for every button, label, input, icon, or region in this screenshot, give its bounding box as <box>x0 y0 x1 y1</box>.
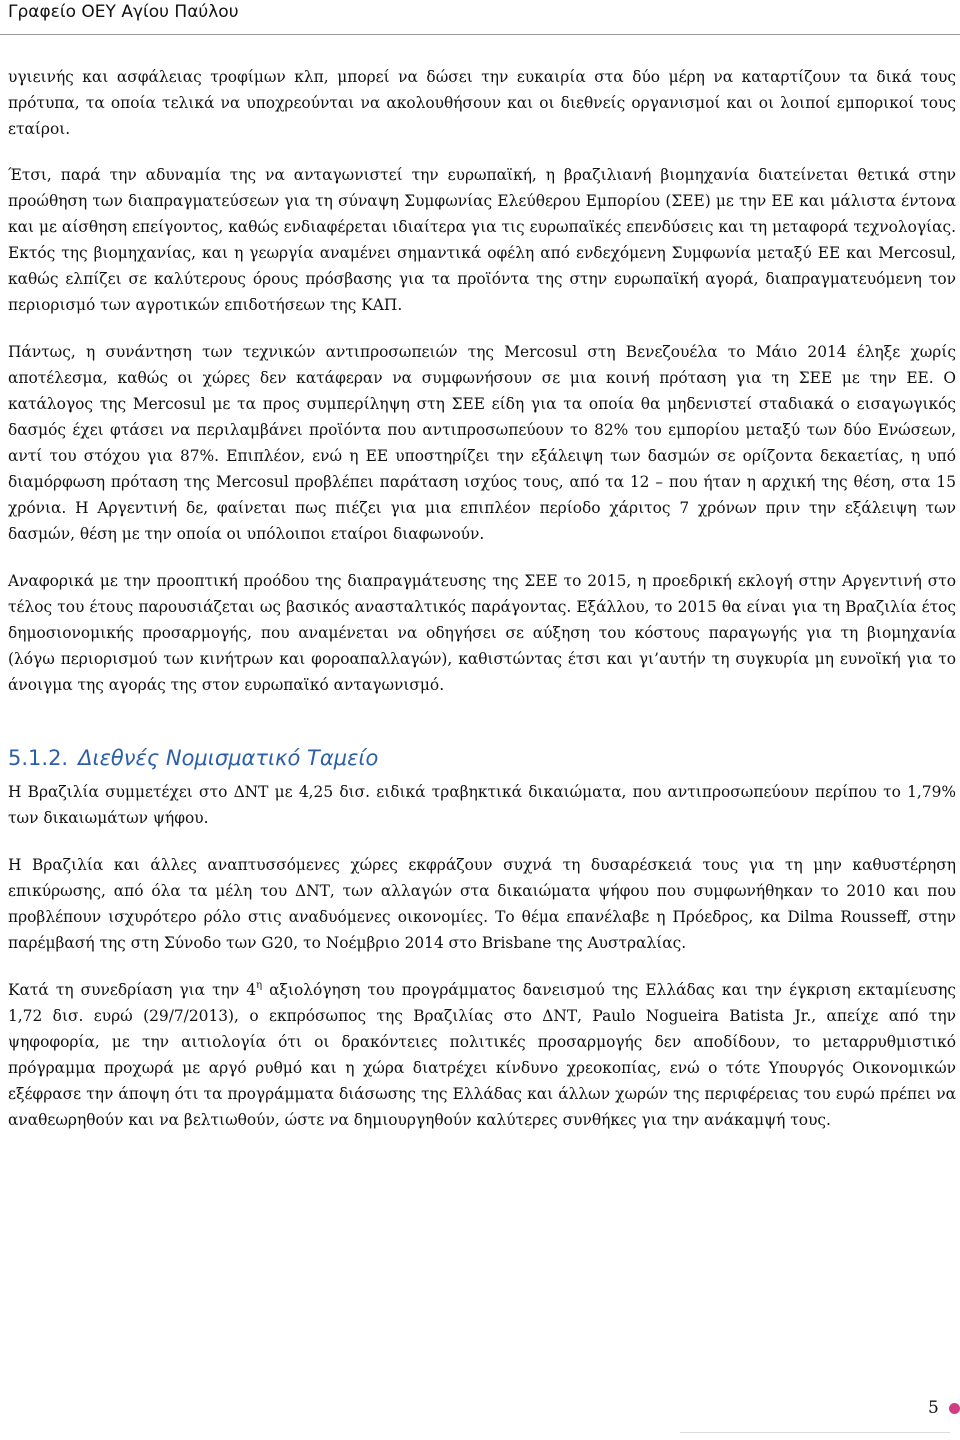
footer-rule <box>680 1432 950 1433</box>
paragraph: Αναφορικά με την προοπτική προόδου της διαπραγμάτευσης της ΣΕΕ το 2015, η προεδρική εκλογή στην Αργεντινή στο τέλος του έτους παρουσιάζεται ως βασικός ανασταλτικός παράγοντας. Εξάλλου, το 2015 θα είναι για τη Βραζιλία έτος δημοσιονομικής προσαρμογής, που αναμένεται να οδηγήσει σε αύξηση του κόστους παραγωγής για τη βιομηχανία (λόγω περιορισμού των κινήτρων και φοροαπαλλαγών), καθιστώντας έτσι και γι’αυτήν τη συγκυρία μη ευνοϊκή για το άνοιγμα της αγοράς της στον ευρωπαϊκό ανταγωνισμό. <box>8 572 956 694</box>
page-dot-icon <box>949 1403 960 1414</box>
header-rule <box>0 34 960 35</box>
section-number: 5.1.2. <box>8 746 69 770</box>
paragraph: Η Βραζιλία και άλλες αναπτυσσόμενες χώρες εκφράζουν συχνά τη δυσαρέσκειά τους για τη μην καθυστέρηση επικύρωσης, από όλα τα μέλη του ΔΝΤ, των αλλαγών στα δικαιώματα ψήφου που συμφωνήθηκαν το 2010 και που προβλέπουν ισχυρότερο ρόλο στις αναδυόμενες οικονομίες. Το θέμα επανέλαβε η Πρόεδρος, κα Dilma Rousseff, στην παρέμβασή της στη Σύνοδο των G20, το Νοέμβριο 2014 στο Brisbane της Αυστραλίας. <box>8 856 956 952</box>
ordinal-superscript: η <box>256 979 263 991</box>
paragraph: Η Βραζιλία συμμετέχει στο ΔΝΤ με 4,25 δισ. ειδικά τραβηκτικά δικαιώματα, που αντιπροσωπεύουν περίπου το 1,79% των δικαιωμάτων ψήφου. <box>8 783 956 827</box>
section-heading <box>8 742 956 774</box>
text-run: αξιολόγηση του προγράμματος δανεισμού της Ελλάδας και την έγκριση εκταμίευσης 1,72 δισ. ευρώ (29/7/2013), ο εκπρόσωπος της Βραζιλίας στο ΔΝΤ, Paulo Nogueira Batista Jr., απείχε από την ψηφοφορία, με την αιτιολογία ότι οι δρακόντειες πολιτικές προσαρμογής δεν αποδίδουν, το μεταρρυθμιστικό πρόγραμμα προχωρά με αργό ρυθμό και η χώρα διατρέχει κίνδυνο χρεοκοπίας, ενώ ο τότε Υπουργός Οικονομικών εξέφρασε την άποψη ότι τα προγράμματα διάσωσης της Ελλάδας και άλλων χωρών της περιφέρειας του ευρώ πρέπει να αναθεωρηθούν και να βελτιωθούν, ώστε να δημιουργηθούν καλύτερες συνθήκες για την ανάκαμψή τους. <box>8 981 956 1129</box>
page-number: 5 <box>928 1398 939 1418</box>
paragraph-continued: υγιεινής και ασφάλειας τροφίμων κλπ, μπορεί να δώσει την ευκαιρία στα δύο μέρη να καταρτίζουν τα δικά τους πρότυπα, τα οποία τελικά να υποχρεούνται να ακολουθήσουν και οι διεθνείς οργανισμοί και οι λοιποί εμπορικοί τους εταίροι. <box>8 68 956 138</box>
section-title: Διεθνές Νομισματικό Ταμείο <box>78 746 379 770</box>
text-run: Κατά τη συνεδρίαση για την 4 <box>8 981 257 999</box>
header-title: Γραφείο ΟΕΥ Αγίου Παύλου <box>8 2 239 22</box>
paragraph-with-superscript <box>8 977 956 1133</box>
paragraph: Έτσι, παρά την αδυναμία της να ανταγωνιστεί την ευρωπαϊκή, η βραζιλιανή βιομηχανία διατείνεται θετικά στην προώθηση των διαπραγματεύσεων για τη σύναψη Συμφωνίας Ελεύθερου Εμπορίου (ΣΕΕ) με την ΕΕ και μάλιστα έντονα και με αίσθηση επείγοντος, καθώς ενδιαφέρεται ιδιαίτερα για τις ευρωπαϊκές επενδύσεις και τη μεταφορά τεχνολογίας. Εκτός της βιομηχανίας, και η γεωργία αναμένει σημαντικά οφέλη από ενδεχόμενη Συμφωνία μεταξύ ΕΕ και Mercosul, καθώς ελπίζει σε καλύτερους όρους πρόσβασης για τα προϊόντα της στην ευρωπαϊκή αγορά, διαπραγματευόμενη τον περιορισμό των αγροτικών επιδοτήσεων της ΚΑΠ. <box>8 166 956 314</box>
document-body <box>8 64 956 1154</box>
page-header <box>0 0 960 36</box>
paragraph: Πάντως, η συνάντηση των τεχνικών αντιπροσωπειών της Mercosul στη Βενεζουέλα το Μάιο 2014 έληξε χωρίς αποτέλεσμα, καθώς οι χώρες δεν κατάφεραν να συμφωνήσουν σε μια κοινή πρόταση για τη ΣΕΕ με την ΕΕ. Ο κατάλογος της Mercosul με τα προς συμπερίληψη στη ΣΕΕ είδη για τα οποία θα μηδενιστεί σταδιακά ο εισαγωγικός δασμός έχει φτάσει να περιλαμβάνει προϊόντα που αντιπροσωπεύουν το 82% του εμπορίου μεταξύ των δύο Ενώσεων, αντί του στόχου για 87%. Επιπλέον, ενώ η ΕΕ υποστηρίζει την εξάλειψη των δασμών σε ορίζοντα δεκαετίας, η υπό διαμόρφωση πρόταση της Mercosul προβλέπει παράταση ισχύος τους, από τα 12 – που ήταν η αρχική της θέση, στα 15 χρόνια. Η Αργεντινή δε, φαίνεται πως πιέζει για μια επιπλέον περίοδο χάριτος 7 χρόνων πριν την εξάλειψη των δασμών, θέση με την οποία οι υπόλοιποι εταίροι διαφωνούν. <box>8 343 956 543</box>
